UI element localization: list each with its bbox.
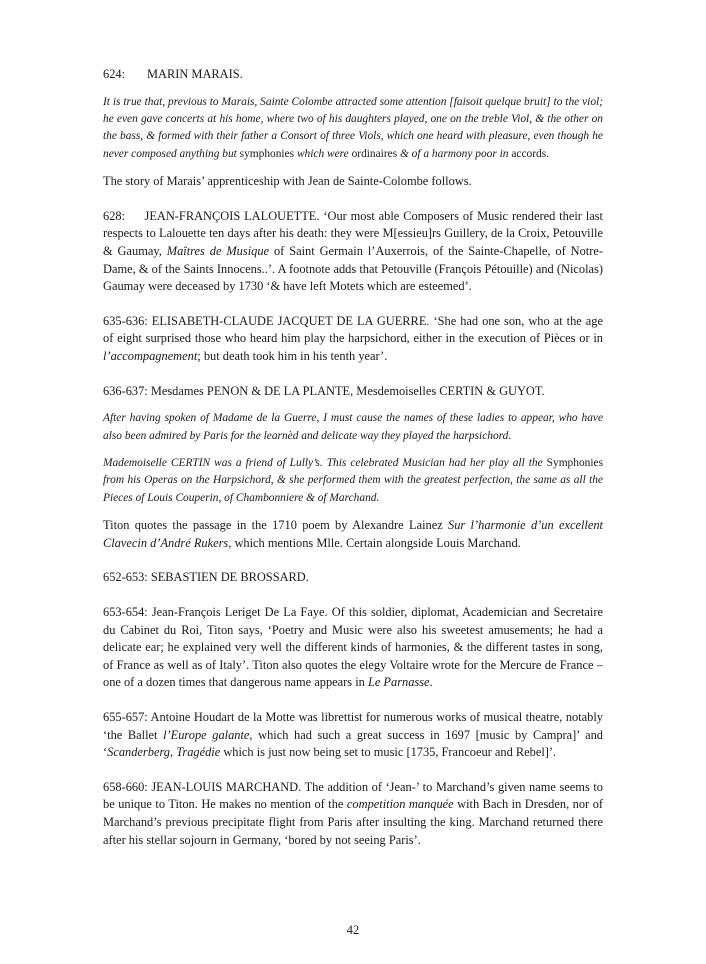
entry-636-titon-note: Titon quotes the passage in the 1710 poem by Alexandre Lainez Sur l’harmonie d’un excellent Clavecin d’André Rukers, which mentions Mlle. Certain alongside Louis Marchand. [103,518,603,550]
entry-655-paragraph: 655-657: Antoine Houdart de la Motte was librettist for numerous works of musical theatre, notably ‘the Ballet l’Europe galante, which had such a great success in 1697 [music by Campra]’ and ‘Scanderberg, Tragédie which is just now being set to music [1735, Francoeur and Rebel]’. [103,709,603,760]
entry-636-heading: 636-637: Mesdames PENON & DE LA PLANTE, Mesdemoiselles CERTIN & GUYOT. [103,383,545,398]
entry-635-paragraph: 635-636: ELISABETH-CLAUDE JACQUET DE LA GUERRE. ‘She had one son, who at the age of eight surprised those who heard him play the harpsichord, either in the execution of Pièces or in l’accompagnement; but death took him in his tenth year’. [103,313,603,363]
entry-636-quote-2: Mademoiselle CERTIN was a friend of Lully’s. This celebrated Musician had her play all the Symphonies from his Operas on the Harpsichord, & she performed them with the greatest perfection, the same as all the Pieces of Louis Couperin, of Chambonniere & of Marchand. [103,456,603,504]
entry-624-heading: 624: MARIN MARAIS. [103,67,243,81]
entry-624-title: MARIN MARAIS. [147,67,243,81]
entry-624-quote: It is true that, previous to Marais, Sainte Colombe attracted some attention [faisoit quelque bruit] to the viol; he even gave concerts at his home, where two of his daughters played, one on the treble Viol, & the other on the bass, & formed with their father a Consort of three Viols, which one heard with pleasure, even though he never composed anything but symphonies which were ordinaires & of a harmony poor in accords. [103,95,603,160]
page-number: 42 [346,923,360,937]
entry-628-paragraph: 628: JEAN-FRANÇOIS LALOUETTE. ‘Our most able Composers of Music rendered their last respects to Lalouette ten days after his death: they were M[essieu]rs Guillery, de la Croix, Petouville & Gaumay, Maîtres de Musique of Saint Germain l’Auxerrois, of the Sainte-Chapelle, of Notre-Dame, & of the Saints Innocens..’. A footnote adds that Petouville (François Pétouille) and (Nicolas) Gaumay were deceased by 1730 ‘& have left Motets which are esteemed’. [103,208,604,294]
entry-636-quote-1: After having spoken of Madame de la Guerre, I must cause the names of these ladies to appear, who have also been admired by Paris for the learnèd and delicate way they played the harpsichord. [103,412,603,442]
page-body [103,66,603,849]
entry-653-paragraph: 653-654: Jean-François Leriget De La Faye. Of this soldier, diplomat, Academician and Secretaire du Cabinet du Roi, Titon says, ‘Poetry and Music were also his sweetest amusements; he had a delicate ear; he explained very well the different kinds of harmonies, & the different tastes in song, of France as well as of Italy’. Titon also quotes the elegy Voltaire wrote for the Mercure de France – one of a dozen times that dangerous name appears in Le Parnasse. [103,604,603,690]
entry-624-story: The story of Marais’ apprenticeship with Jean de Sainte-Colombe follows. [103,174,472,189]
entry-658-paragraph: 658-660: JEAN-LOUIS MARCHAND. The addition of ‘Jean-’ to Marchand’s given name seems to be unique to Titon. He makes no mention of the competition manquée with Bach in Dresden, nor of Marchand’s previous precipitate flight from Paris after insulting the king. Marchand returned there after his stellar sojourn in Germany, ‘bored by not seeing Paris’. [103,779,604,847]
entry-652-heading: 652-653: SEBASTIEN DE BROSSARD. [103,570,309,585]
